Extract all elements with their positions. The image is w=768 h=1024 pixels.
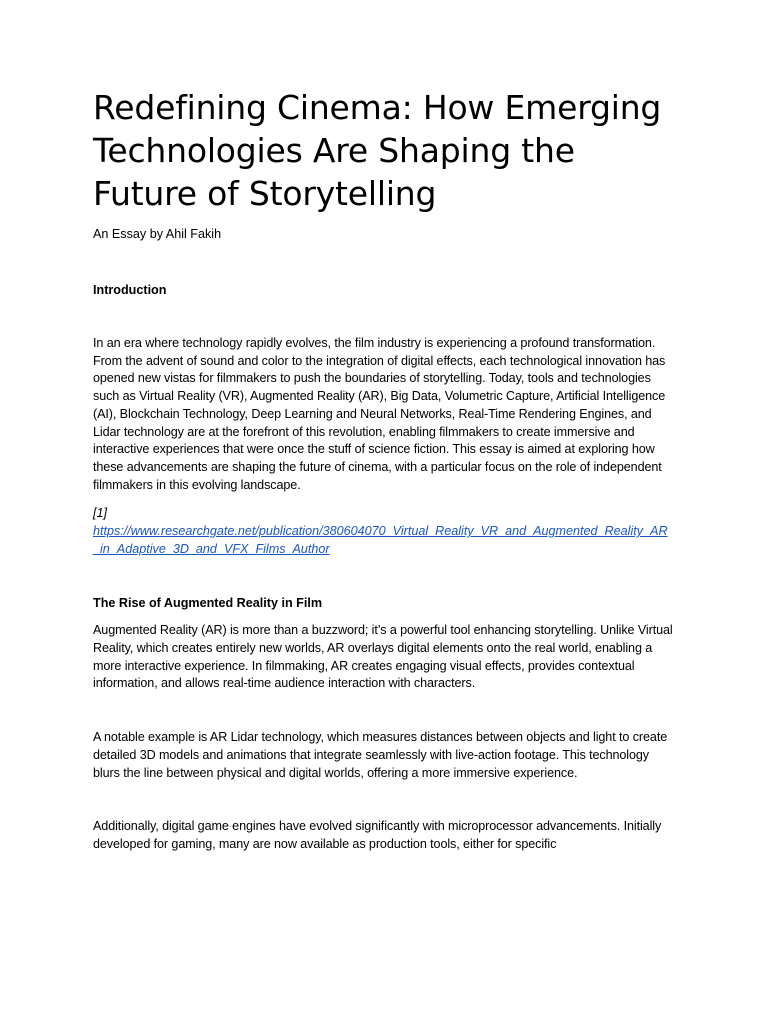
ar-paragraph-1: Augmented Reality (AR) is more than a buzzword; it’s a powerful tool enhancing storytelling. Unlike Virtual Reality, which creates entirely new worlds, AR overlays digital elements onto the real world, enabling a more interactive experience. In filmmaking, AR creates engaging visual effects, provides contextual information, and allows real-time audience interaction with characters. xyxy=(93,623,673,691)
ar-section-heading: The Rise of Augmented Reality in Film xyxy=(93,596,323,611)
document-page xyxy=(93,86,673,854)
ar-paragraph-3: Additionally, digital game engines have evolved significantly with microprocessor advancements. Initially developed for gaming, many are now available as production tools, either for specific xyxy=(93,819,662,851)
reference-block xyxy=(93,504,673,558)
document-title: Redefining Cinema: How Emerging Technologies Are Shaping the Future of Storytelling xyxy=(93,88,662,213)
introduction-heading: Introduction xyxy=(93,283,167,297)
ar-paragraph-2: A notable example is AR Lidar technology, which measures distances between objects and light to create detailed 3D models and animations that integrate seamlessly with live-action footage. This technology blurs the line between physical and digital worlds, offering a more immersive experience. xyxy=(93,730,668,780)
reference-label: [1] xyxy=(93,506,108,521)
author-byline: An Essay by Ahil Fakih xyxy=(93,227,222,241)
introduction-paragraph: In an era where technology rapidly evolves, the film industry is experiencing a profound transformation. From the advent of sound and color to the integration of digital effects, each technological innovation has opened new vistas for filmmakers to push the boundaries of storytelling. Today, tools and technologies such as Virtual Reality (VR), Augmented Reality (AR), Big Data, Volumetric Capture, Artificial Intelligence (AI), Blockchain Technology, Deep Learning and Neural Networks, Real-Time Rendering Engines, and Lidar technology are at the forefront of this revolution, enabling filmmakers to create immersive and interactive experiences that were once the stuff of science fiction. This essay is aimed at exploring how these advancements are shaping the future of cinema, with a particular focus on the role of independent filmmakers in this evolving landscape. xyxy=(93,336,666,492)
reference-link[interactable]: https://www.researchgate.net/publication/380604070_Virtual_Reality_VR_and_Augmented_Reality_AR_in_Adaptive_3D_and_VFX_Films_Author xyxy=(93,524,668,557)
